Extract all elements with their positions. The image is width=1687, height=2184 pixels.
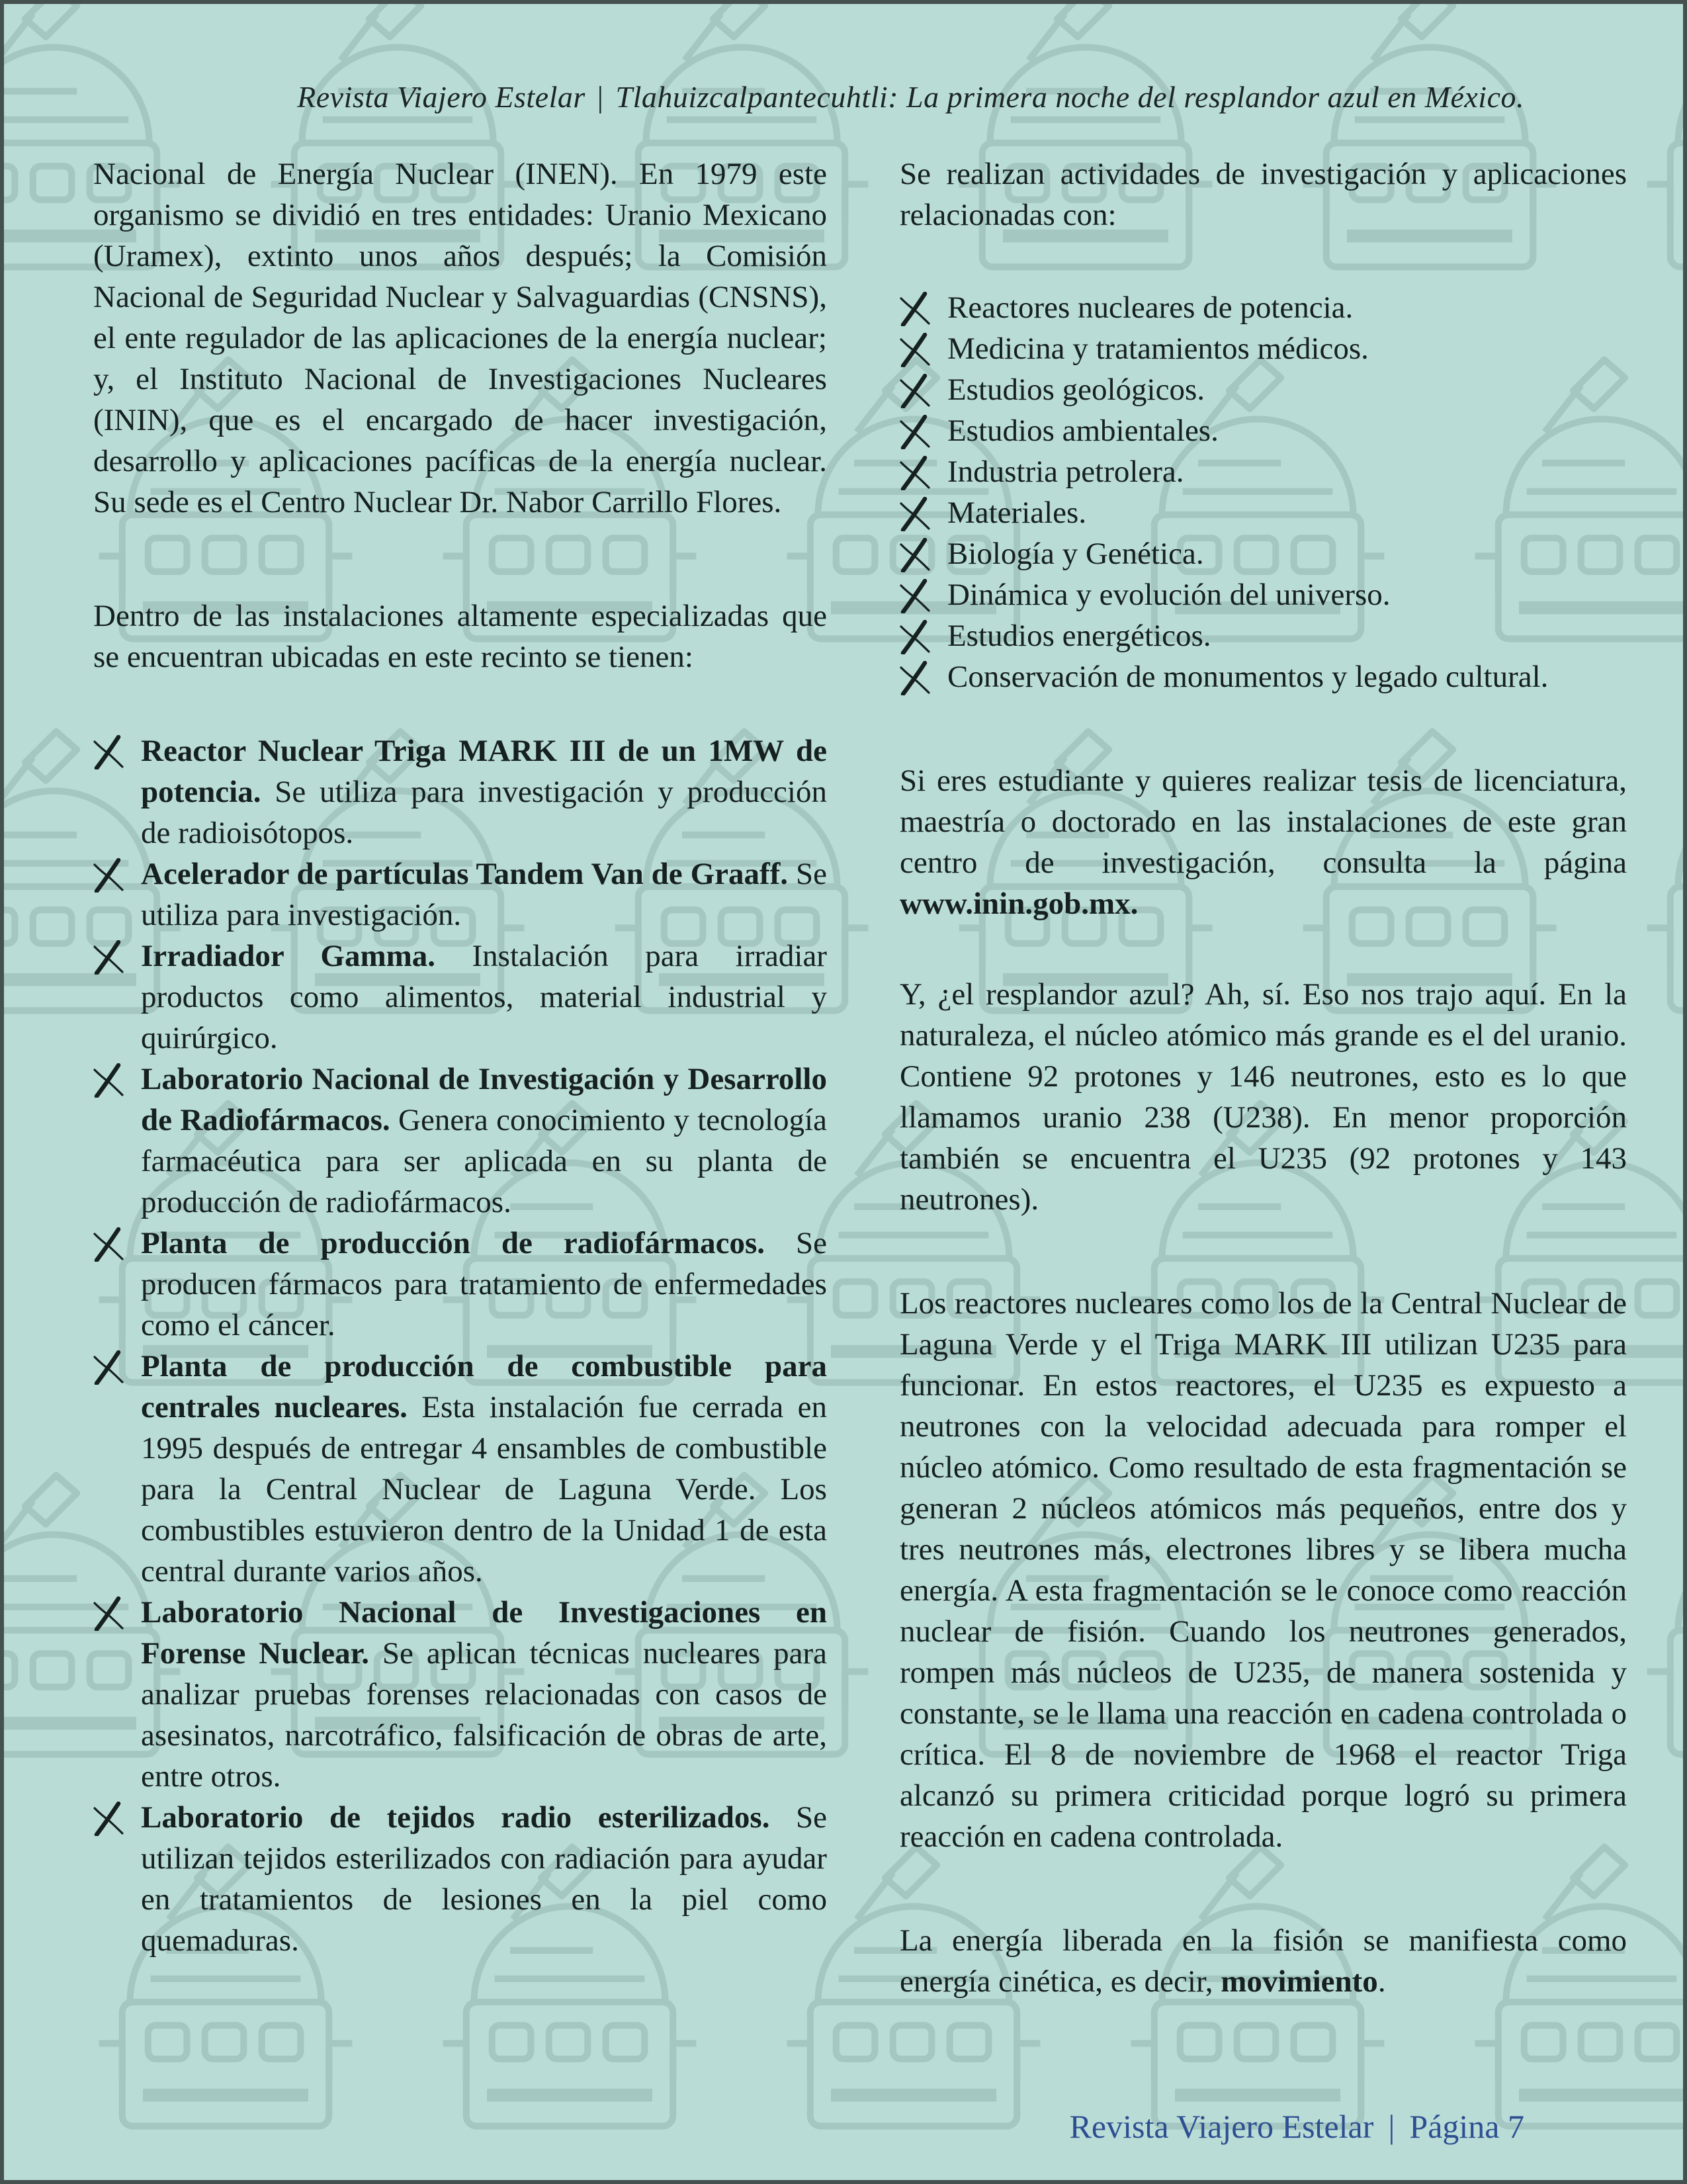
paragraph-estudiante: Si eres estudiante y quieres realizar tesis de licenciatura, maestría o doctorado en las instalaciones de este gran centro de investigación, consulta la página www.inin.gob.mx.: [899, 764, 1627, 921]
star-bullet-icon: [900, 538, 930, 572]
list-item: Irradiador Gamma. Instalación para irradiar productos como alimentos, material industrial y quirúrgico.: [93, 936, 827, 1059]
header-separator: |: [597, 80, 604, 114]
list-item: Laboratorio Nacional de Investigaciones en Forense Nuclear. Se aplican técnicas nucleares para analizar pruebas forenses relacionadas con casos de asesinatos, narcotráfico, falsificación de obras de arte, entre otros.: [93, 1592, 827, 1797]
list-item: Acelerador de partículas Tandem Van de Graaff. Se utiliza para investigación.: [93, 853, 827, 936]
paragraph-resplandor-azul: Y, ¿el resplandor azul? Ah, sí. Eso nos trajo aquí. En la naturaleza, el núcleo atómico más grande es el del uranio. Contiene 92 protones y 146 neutrones, esto es lo que llamamos uranio 238 (U238). En menor proporción también se encuentra el U235 (92 protones y 143 neutrones).: [899, 977, 1627, 1217]
footer-magazine-title: Revista Viajero Estelar: [1069, 2108, 1374, 2145]
star-bullet-icon: [93, 1596, 124, 1631]
paragraph-actividades: Se realizan actividades de investigación y aplicaciones relacionadas con:: [899, 157, 1627, 232]
list-item: Laboratorio de tejidos radio esterilizados. Se utilizan tejidos esterilizados con radiación para ayudar en tratamientos de lesiones en la piel como quemaduras.: [93, 1797, 827, 1961]
facilities-list: [93, 730, 827, 1961]
star-bullet-icon: [93, 1227, 124, 1262]
paragraph-inen: Nacional de Energía Nuclear (INEN). En 1979 este organismo se dividió en tres entidades: Uranio Mexicano (Uramex), extinto unos años después; la Comisión Nacional de Seguridad Nuclear y Salvaguardias (CNSNS), el ente regulador de las aplicaciones de la energía nuclear; y, el Instituto Nacional de Investigaciones Nucleares (ININ), que es el encargado de hacer investigación, desarrollo y aplicaciones pacíficas de la energía nuclear. Su sede es el Centro Nuclear Dr. Nabor Carrillo Flores.: [93, 157, 827, 519]
star-bullet-icon: [93, 940, 124, 975]
star-bullet-icon: [900, 415, 930, 449]
star-bullet-icon: [93, 1063, 124, 1098]
paragraph-energia: La energía liberada en la fisión se manifiesta como energía cinética, es decir, movimiento.: [899, 1923, 1627, 1999]
star-bullet-icon: [93, 1350, 124, 1385]
list-item: Reactores nucleares de potencia.: [900, 287, 1627, 328]
star-bullet-icon: [900, 333, 930, 367]
list-item: Conservación de monumentos y legado cultural.: [900, 656, 1627, 697]
list-item: Planta de producción de combustible para centrales nucleares. Esta instalación fue cerrada en 1995 después de entregar 4 ensambles de combustible para la Central Nuclear de Laguna Verde. Los combustibles estuvieron dentro de la Unidad 1 de esta central durante varios años.: [93, 1346, 827, 1592]
star-bullet-icon: [93, 735, 124, 769]
star-bullet-icon: [900, 661, 930, 695]
list-item: Planta de producción de radiofármacos. Se producen fármacos para tratamiento de enfermedades como el cáncer.: [93, 1223, 827, 1346]
list-item: Medicina y tratamientos médicos.: [900, 328, 1627, 369]
inin-website: www.inin.gob.mx.: [899, 887, 1139, 921]
list-item: Estudios ambientales.: [900, 410, 1627, 451]
list-item: Materiales.: [900, 492, 1627, 533]
left-column: [93, 153, 827, 2002]
list-item: Estudios energéticos.: [900, 615, 1627, 656]
paragraph-instalaciones: Dentro de las instalaciones altamente especializadas que se encuentran ubicadas en este recinto se tienen:: [93, 599, 827, 674]
star-bullet-icon: [900, 292, 930, 326]
page-header: [93, 78, 1627, 116]
star-bullet-icon: [900, 579, 930, 613]
research-areas-list: [900, 287, 1627, 697]
right-column: [900, 153, 1627, 2002]
star-bullet-icon: [900, 620, 930, 654]
header-magazine-title: Revista Viajero Estelar: [297, 80, 585, 114]
page-content: [4, 4, 1683, 2002]
list-item: Biología y Genética.: [900, 533, 1627, 574]
footer-separator: |: [1388, 2108, 1395, 2145]
star-bullet-icon: [900, 497, 930, 531]
star-bullet-icon: [93, 1802, 124, 1836]
list-item: Reactor Nuclear Triga MARK III de un 1MW de potencia. Se utiliza para investigación y producción de radioisótopos.: [93, 730, 827, 853]
page-footer: [4, 2107, 1683, 2146]
star-bullet-icon: [900, 374, 930, 408]
two-column-layout: [93, 153, 1627, 2002]
star-bullet-icon: [93, 858, 124, 893]
footer-page-number: Página 7: [1409, 2108, 1524, 2145]
list-item: Estudios geológicos.: [900, 369, 1627, 410]
star-bullet-icon: [900, 456, 930, 490]
list-item: Industria petrolera.: [900, 451, 1627, 492]
header-article-title: Tlahuizcalpantecuhtli: La primera noche del resplandor azul en México.: [615, 80, 1524, 114]
list-item: Dinámica y evolución del universo.: [900, 574, 1627, 615]
paragraph-fision: Los reactores nucleares como los de la Central Nuclear de Laguna Verde y el Triga MARK III utilizan U235 para funcionar. En estos reactores, el U235 es expuesto a neutrones con la velocidad adecuada para romper el núcleo atómico. Como resultado de esta fragmentación se generan 2 núcleos atómicos más pequeños, entre dos y tres neutrones más, electrones libres y se libera mucha energía. A esta fragmentación se le conoce como reacción nuclear de fisión. Cuando los neutrones generados, rompen más núcleos de U235, de manera sostenida y constante, se le llama una reacción en cadena controlada o crítica. El 8 de noviembre de 1968 el reactor Triga alcanzó su primera criticidad porque logró su primera reacción en cadena controlada.: [899, 1286, 1627, 1854]
list-item: Laboratorio Nacional de Investigación y Desarrollo de Radiofármacos. Genera conocimiento y tecnología farmacéutica para ser aplicada en su planta de producción de radiofármacos.: [93, 1059, 827, 1223]
